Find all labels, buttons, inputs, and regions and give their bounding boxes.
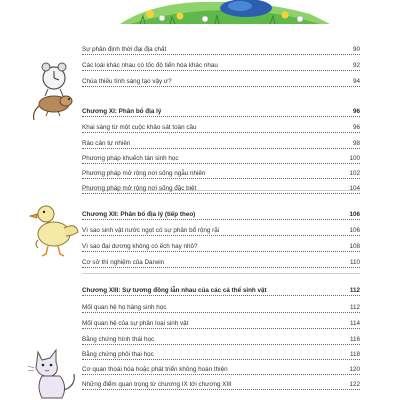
toc-entry-title: Mối quan hệ họ hàng sinh học xyxy=(82,304,167,311)
toc-entry-title: Khai sáng từ một cuộc khảo sát toàn cầu xyxy=(82,124,197,131)
toc-entry xyxy=(82,140,360,149)
toc-entry-page: 122 xyxy=(349,381,360,388)
toc-entry-page: 90 xyxy=(352,46,360,53)
toc-entry-page: 112 xyxy=(349,287,360,294)
toc-entry-page: 102 xyxy=(349,170,360,177)
toc-entry-page: 120 xyxy=(349,366,360,373)
toc-entry-page: 110 xyxy=(349,259,360,266)
toc-entry-title: Chương XI: Phân bổ địa lý xyxy=(82,108,162,115)
cat-illustration xyxy=(26,346,82,400)
toc-entry-title: Phương pháp khuếch tán sinh học xyxy=(82,155,179,162)
toc-entry xyxy=(82,366,360,375)
toc-entry-title: Chúa thiếu tính sáng tạo vậy ư? xyxy=(82,78,172,85)
toc-entry-page: 96 xyxy=(352,108,360,115)
toc-entry-title: Những điểm quan trọng từ chương IX tới chương XIII xyxy=(82,381,232,388)
toc-entry-title: Chương XII: Phân bổ địa lý (tiếp theo) xyxy=(82,211,196,218)
toc-entry-title: Các loài khác nhau có tốc độ tiến hóa khác nhau xyxy=(82,62,218,69)
toc-entry xyxy=(82,259,360,268)
toc-entry xyxy=(82,170,360,179)
toc-entry-page: 108 xyxy=(349,243,360,250)
toc-entry xyxy=(82,243,360,252)
toc-entry-page: 100 xyxy=(349,155,360,162)
toc-chapter-heading xyxy=(82,211,360,220)
toc-entry-title: Vì sao đại dương không có ếch hay nhô? xyxy=(82,243,198,250)
toc-entry-title: Bằng chứng phôi thai học xyxy=(82,351,154,358)
toc-entry xyxy=(82,124,360,133)
toc-entry-title: Phương pháp mở rộng nơi sống ngẫu nhiên xyxy=(82,170,206,177)
toc-entry-page: 114 xyxy=(349,320,360,327)
toc-entry-page: 98 xyxy=(352,140,360,147)
toc-entry-page: 94 xyxy=(352,78,360,85)
toc-entry xyxy=(82,227,360,236)
toc-entry-page: 116 xyxy=(349,336,360,343)
toc-entry-title: Chương XIII: Sự tương đồng lẫn nhau của các cá thể sinh vật xyxy=(82,287,267,294)
toc-entry-title: Cơ sở thí nghiệm của Darwin xyxy=(82,259,165,266)
duck-illustration xyxy=(28,200,82,258)
toc-entry-page: 106 xyxy=(349,211,360,218)
toc-entry-page: 112 xyxy=(349,304,360,311)
toc-entry xyxy=(82,381,360,390)
toc-entry-page: 106 xyxy=(349,227,360,234)
clock-rat-illustration xyxy=(28,60,80,126)
toc-entry xyxy=(82,155,360,164)
toc-entry-title: Cơ quan thoái hóa hoặc phát triển không hoàn thiện xyxy=(82,366,228,373)
toc-entry xyxy=(82,320,360,329)
toc-entry-title: Phương pháp mở rộng nơi sống đặc biệt xyxy=(82,185,197,192)
toc-entry xyxy=(82,46,360,55)
toc-entry xyxy=(82,78,360,87)
toc-entry-title: Vì sao sinh vật nước ngọt có sự phân bổ rộng rãi xyxy=(82,227,220,234)
toc-entry-page: 92 xyxy=(352,62,360,69)
toc-entry-page: 104 xyxy=(349,185,360,192)
toc-chapter-heading xyxy=(82,108,360,117)
toc-entry xyxy=(82,304,360,313)
toc-entry-title: Sự phân định thời đại địa chất xyxy=(82,46,167,53)
toc-entry-title: Rào cản tự nhiên xyxy=(82,140,131,147)
section-divider xyxy=(82,273,360,274)
toc-entry xyxy=(82,351,360,360)
toc-entry-title: Mối quan hệ của sự phân loại sinh vật xyxy=(82,320,189,327)
toc-chapter-heading xyxy=(82,287,360,296)
banner-meadow-illustration xyxy=(0,0,400,24)
toc-entry-page: 118 xyxy=(349,351,360,358)
toc-entry xyxy=(82,336,360,345)
toc-entry xyxy=(82,62,360,71)
toc-entry-page: 96 xyxy=(352,124,360,131)
toc-entry xyxy=(82,185,360,194)
toc-entry-title: Bằng chứng hình thái học xyxy=(82,336,155,343)
